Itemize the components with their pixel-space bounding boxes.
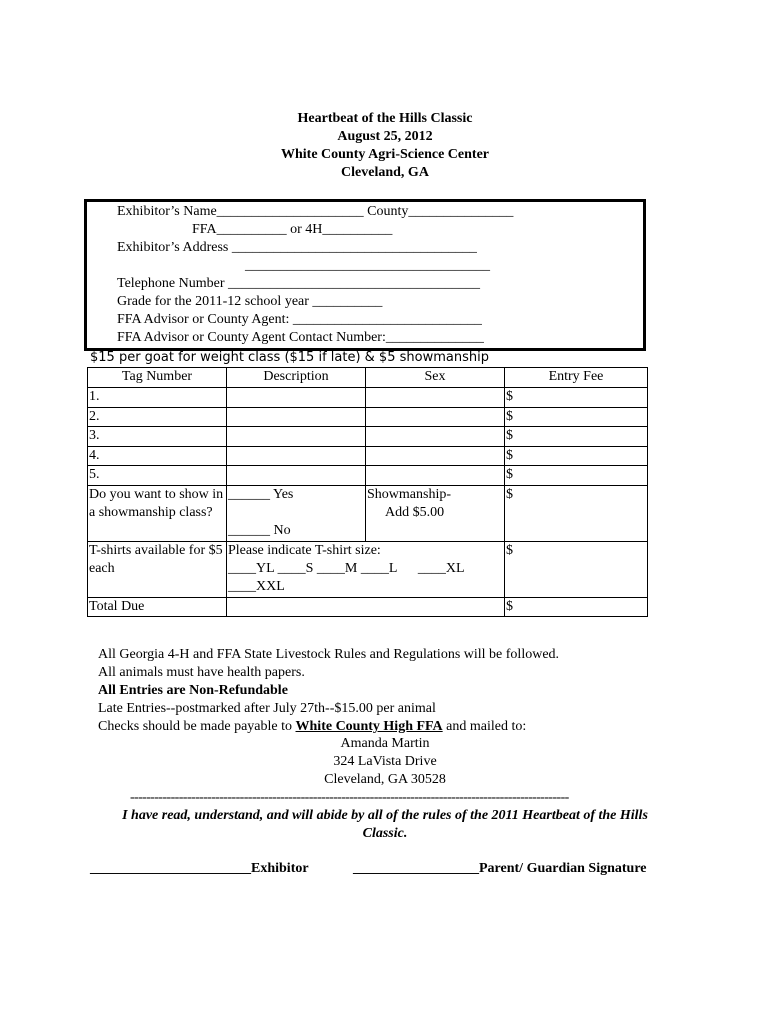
- entry-fee-cell[interactable]: $: [505, 388, 648, 408]
- exhibitor-address-line2[interactable]: ___________________________________: [245, 258, 490, 273]
- table-row: [88, 446, 648, 466]
- showmanship-question: Do you want to show in a showmanship class?: [88, 485, 227, 541]
- checks-suffix: and mailed to:: [442, 719, 527, 734]
- total-due-label: Total Due: [88, 597, 227, 617]
- form-title: Heartbeat of the Hills Classic: [297, 111, 473, 126]
- showmanship-label: Showmanship-: [367, 486, 451, 502]
- table-header-row: [88, 368, 648, 388]
- rule-checks: [98, 719, 526, 735]
- rule-line-2: All animals must have health papers.: [98, 665, 305, 680]
- header-sex: Sex: [366, 368, 505, 388]
- entry-fee-cell[interactable]: $: [505, 446, 648, 466]
- mailing-name: Amanda Martin: [340, 736, 430, 751]
- tshirt-row: [88, 541, 648, 597]
- tshirt-label: T-shirts available for $5 each: [88, 541, 227, 597]
- entry-fee-cell[interactable]: $: [505, 427, 648, 447]
- entry-fee-cell[interactable]: $: [505, 466, 648, 486]
- mailing-city: Cleveland, GA 30528: [324, 772, 446, 787]
- sex-cell[interactable]: [366, 466, 505, 486]
- total-due-blank: [227, 597, 505, 617]
- total-row: [88, 597, 648, 617]
- exhibitor-name-field[interactable]: Exhibitor’s Name_____________________ County_______________: [117, 204, 514, 219]
- advisor-contact-field[interactable]: FFA Advisor or County Agent Contact Number:______________: [117, 330, 484, 345]
- grade-field[interactable]: Grade for the 2011-12 school year __________: [117, 294, 383, 309]
- event-date: August 25, 2012: [337, 129, 433, 144]
- total-due-cell[interactable]: $: [505, 597, 648, 617]
- agreement-line-1: I have read, understand, and will abide by all of the rules of the 2011 Heartbeat of the Hills: [122, 808, 648, 823]
- tag-number-cell[interactable]: 1.: [88, 388, 227, 408]
- showmanship-add-fee: Add $5.00: [385, 504, 445, 520]
- description-cell[interactable]: [227, 466, 366, 486]
- checks-payee: White County High FFA: [295, 719, 443, 734]
- header-entry-fee: Entry Fee: [505, 368, 648, 388]
- entry-fee-cell[interactable]: $: [505, 407, 648, 427]
- sex-cell[interactable]: [366, 427, 505, 447]
- parent-signature-line[interactable]: __________________Parent/ Guardian Signature: [353, 861, 647, 876]
- tshirt-size-options: [227, 541, 505, 597]
- description-cell[interactable]: [227, 407, 366, 427]
- tag-number-cell[interactable]: 5.: [88, 466, 227, 486]
- sex-cell[interactable]: [366, 388, 505, 408]
- exhibitor-signature-line[interactable]: _______________________Exhibitor: [90, 861, 309, 876]
- entries-table: [87, 367, 648, 617]
- pricing-note: $15 per goat for weight class ($15 if late) & $5 showmanship: [90, 350, 489, 365]
- showmanship-fee-note: [366, 485, 505, 541]
- ffa-4h-field[interactable]: FFA__________ or 4H__________: [192, 222, 393, 237]
- checks-prefix: Checks should be made payable to: [98, 719, 296, 734]
- description-cell[interactable]: [227, 446, 366, 466]
- header-tag-number: Tag Number: [88, 368, 227, 388]
- exhibitor-address-field[interactable]: Exhibitor’s Address ___________________________________: [117, 240, 477, 255]
- showmanship-row: [88, 485, 648, 541]
- showmanship-options: [227, 485, 366, 541]
- table-row: [88, 407, 648, 427]
- showmanship-no-option[interactable]: ______ No: [228, 522, 291, 538]
- rule-line-1: All Georgia 4-H and FFA State Livestock Rules and Regulations will be followed.: [98, 647, 560, 662]
- tshirt-fee-cell[interactable]: $: [505, 541, 648, 597]
- sex-cell[interactable]: [366, 407, 505, 427]
- showmanship-yes-option[interactable]: ______ Yes: [228, 486, 294, 502]
- description-cell[interactable]: [227, 388, 366, 408]
- tshirt-sizes[interactable]: ____YL ____S ____M ____L ____XL: [228, 560, 465, 576]
- tag-number-cell[interactable]: 2.: [88, 407, 227, 427]
- table-row: [88, 388, 648, 408]
- tshirt-prompt: Please indicate T-shirt size:: [228, 542, 381, 558]
- event-venue: White County Agri-Science Center: [280, 147, 490, 162]
- mailing-street: 324 LaVista Drive: [333, 754, 437, 769]
- cut-line-divider: ------------------------------------------------------------------------------------------------------------: [130, 790, 569, 805]
- table-row: [88, 427, 648, 447]
- header-description: Description: [227, 368, 366, 388]
- rule-late-entries: Late Entries--postmarked after July 27th--$15.00 per animal: [98, 701, 436, 716]
- showmanship-fee-cell[interactable]: $: [505, 485, 648, 541]
- advisor-field[interactable]: FFA Advisor or County Agent: ___________________________: [117, 312, 482, 327]
- sex-cell[interactable]: [366, 446, 505, 466]
- exhibitor-info-box: [84, 199, 646, 351]
- description-cell[interactable]: [227, 427, 366, 447]
- tshirt-xxl[interactable]: ____XXL: [228, 578, 285, 594]
- agreement-line-2: Classic.: [362, 826, 408, 841]
- table-row: [88, 466, 648, 486]
- telephone-field[interactable]: Telephone Number ____________________________________: [117, 276, 480, 291]
- tag-number-cell[interactable]: 3.: [88, 427, 227, 447]
- event-location: Cleveland, GA: [341, 165, 429, 180]
- tag-number-cell[interactable]: 4.: [88, 446, 227, 466]
- rule-non-refundable: All Entries are Non-Refundable: [98, 683, 288, 698]
